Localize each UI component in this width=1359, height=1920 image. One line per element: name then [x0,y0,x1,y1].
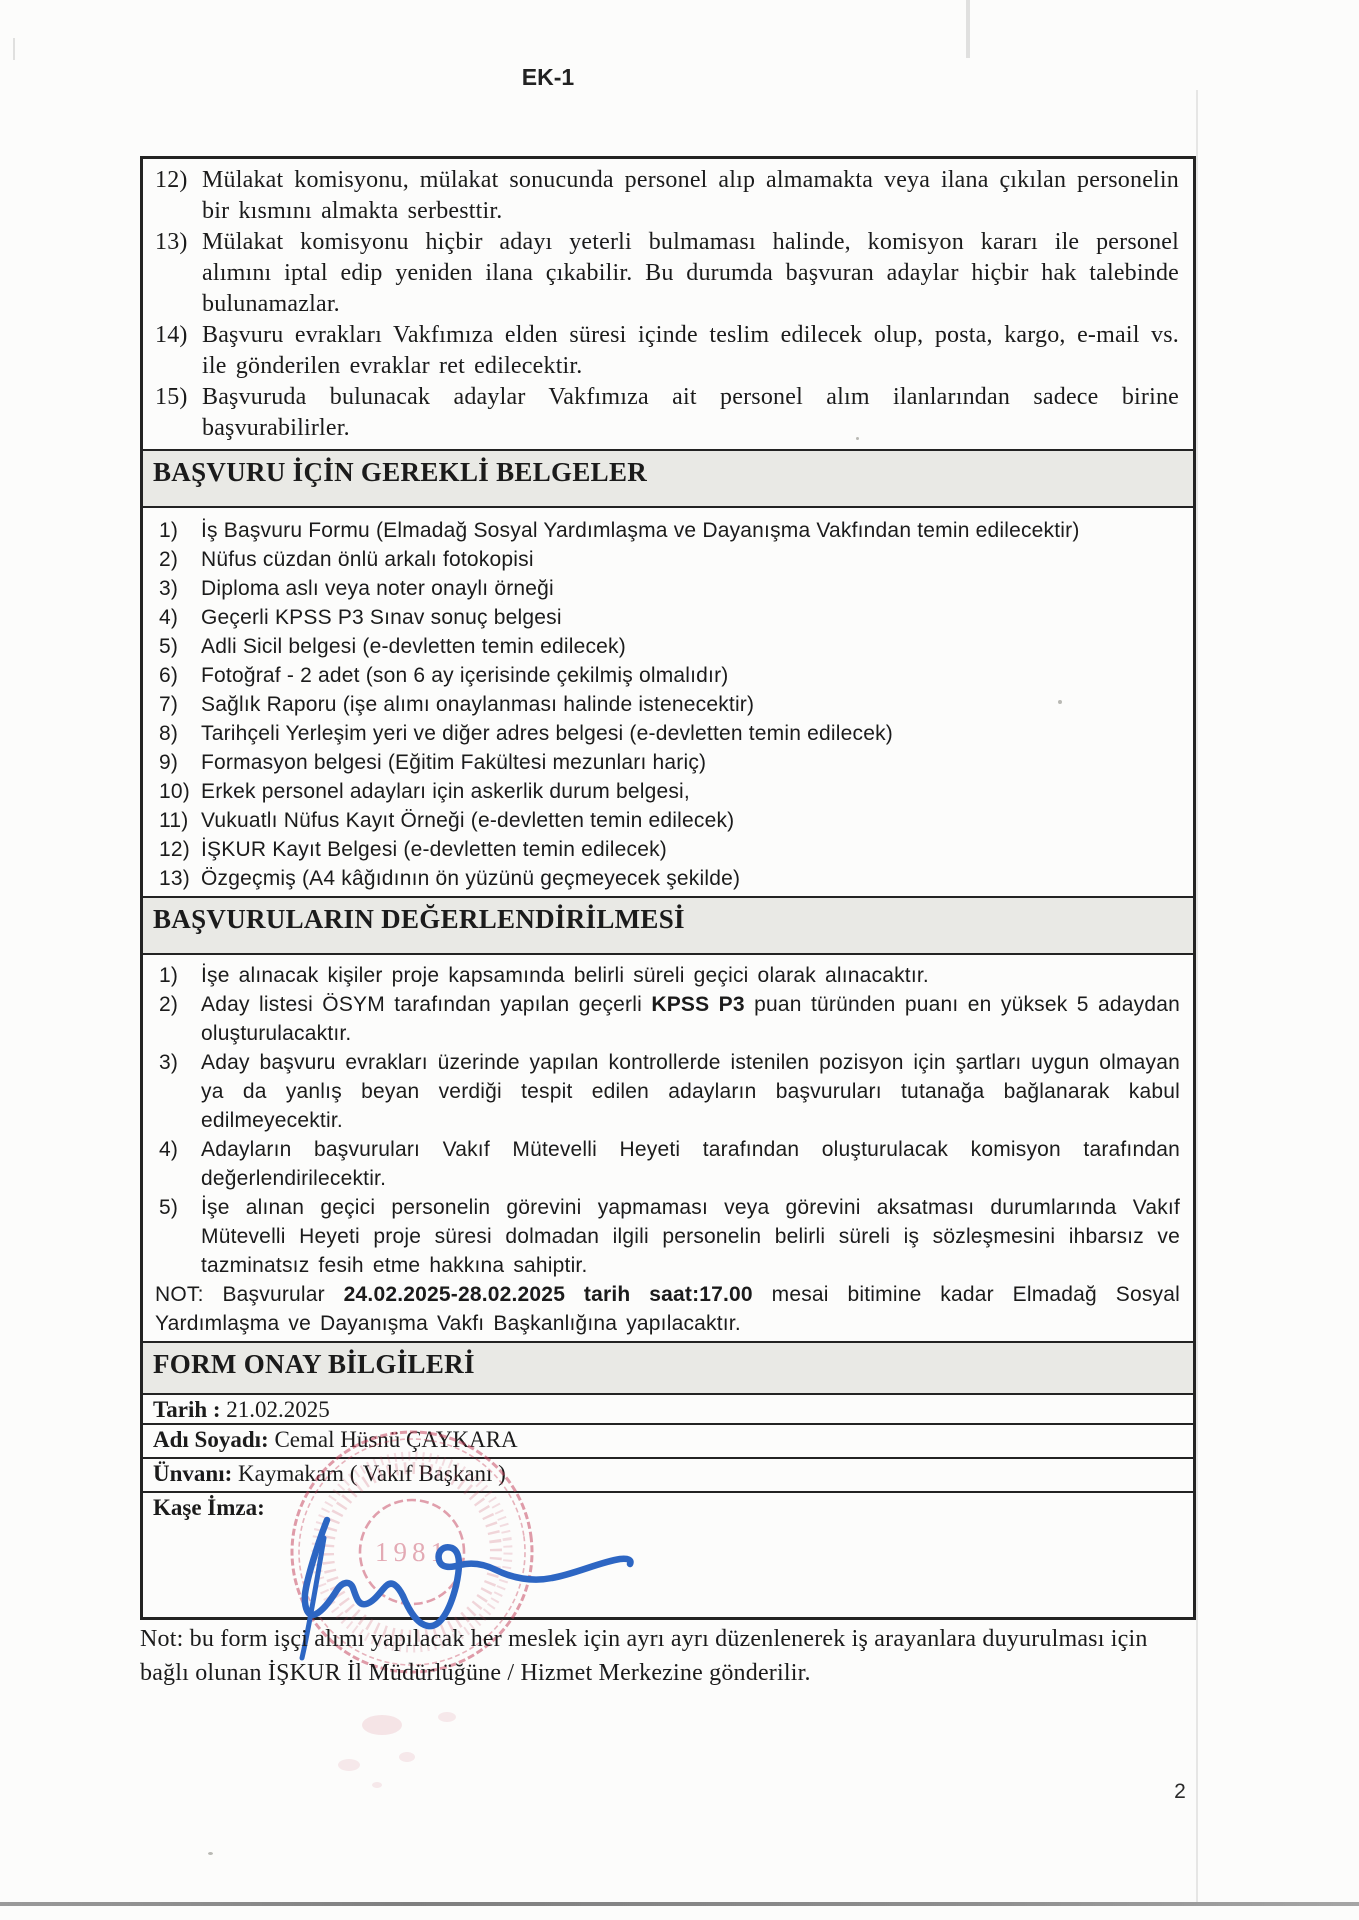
item-number: 15) [155,384,188,410]
item-text: Erkek personel adayları için askerlik durum belgesi, [201,780,690,803]
form-row-date [143,1393,1193,1423]
list-item [155,320,1179,382]
list-item [155,835,1179,864]
page-number: 2 [1174,1780,1186,1803]
evaluation-section [143,953,1193,1341]
scan-artifact-top [966,0,970,58]
item-number: 6) [159,664,179,687]
item-number: 12) [159,838,190,861]
item-number: 7) [159,693,179,716]
scan-artifact-bottom [0,1902,1359,1906]
item-text: Aday listesi ÖSYM tarafından yapılan geçerli [201,993,652,1016]
list-item [155,990,1180,1048]
date-value: 21.02.2025 [226,1397,330,1422]
form-row-title [143,1457,1193,1491]
item-text: Adli Sicil belgesi (e-devletten temin edilecek) [201,635,626,658]
item-text: Sağlık Raporu (işe alımı onaylanması halinde istenecektir) [201,693,755,716]
item-number: 4) [159,606,179,629]
item-text: Başvuruda bulunacak adaylar Vakfımıza ait personel alım ilanlarından sadece birine başvurabilirler. [202,384,1179,441]
section-header-required-docs: BAŞVURU İÇİN GEREKLİ BELGELER [143,449,1193,506]
item-text: İŞKUR Kayıt Belgesi (e-devletten temin edilecek) [201,838,667,861]
title-value: Kaymakam ( Vakıf Başkanı ) [238,1461,506,1486]
item-text: Fotoğraf - 2 adet (son 6 ay içerisinde çekilmiş olmalıdır) [201,664,729,687]
list-item [155,382,1179,444]
stamp-center-text: 1981 [375,1537,449,1567]
item-number: 12) [155,167,188,193]
item-number: 13) [155,229,188,255]
list-item [155,806,1179,835]
item-text: Vukuatlı Nüfus Kayıt Örneği (e-devletten temin edilecek) [201,809,735,832]
list-item [155,661,1179,690]
note-dates: 24.02.2025-28.02.2025 tarih saat:17.00 [343,1283,753,1306]
list-item [155,961,1180,990]
distribution-note: Not: bu form işçi alımı yapılacak her meslek için ayrı ayrı düzenlenerek iş arayanlara duyurulması için bağlı olunan İŞKUR İl Müdürlüğüne / Hizmet Merkezine gönderilir. [140,1626,1148,1686]
section-header-form-info: FORM ONAY BİLGİLERİ [143,1341,1193,1393]
title-label: Ünvanı: [153,1461,233,1486]
item-number: 5) [159,1196,179,1219]
list-item [155,690,1179,719]
item-number: 4) [159,1138,179,1161]
note-text: mesai bitimine kadar Elmadağ Sosyal Yardımlaşma ve Dayanışma Vakfı Başkanlığına yapılacaktır. [155,1283,1180,1335]
list-item [155,632,1179,661]
item-number: 13) [159,867,190,890]
form-row-name [143,1423,1193,1457]
deadline-note [155,1280,1180,1338]
item-text: Mülakat komisyonu, mülakat sonucunda personel alıp almamakta veya ilana çıkılan personelin bir kısmını almakta serbesttir. [202,167,1179,224]
list-item [155,1193,1180,1280]
item-text-bold: KPSS P3 [651,993,745,1016]
list-item [155,777,1179,806]
item-number: 1) [159,964,179,987]
scan-artifact-left [13,38,15,60]
list-item [155,748,1179,777]
item-text: Aday başvuru evrakları üzerinde yapılan kontrollerde istenilen pozisyon için şartları uygun olmayan ya da yanlış beyan verdiği tespit edilen adayların başvuruları tutanağa bağlanarak kabul edilmeyecektir. [201,1051,1180,1132]
item-text: İşe alınacak kişiler proje kapsamında belirli süreli geçici olarak alınacaktır. [201,964,929,987]
stamp-label: Kaşe İmza: [153,1495,265,1520]
item-number: 1) [159,519,179,542]
item-text: puan türünden puanı en yüksek 5 adaydan oluşturulacaktır. [201,993,1181,1045]
name-label: Adı Soyadı: [153,1427,269,1452]
name-value: Cemal Hüsnü ÇAYKARA [274,1427,518,1452]
scan-speck [208,1852,213,1855]
item-number: 3) [159,1051,179,1074]
list-item [155,1048,1180,1135]
item-text: Tarihçeli Yerleşim yeri ve diğer adres belgesi (e-devletten temin edilecek) [201,722,893,745]
list-item [155,227,1179,320]
item-text: Nüfus cüzdan önlü arkalı fotokopisi [201,548,534,571]
list-item [155,864,1179,893]
item-text: İş Başvuru Formu (Elmadağ Sosyal Yardımlaşma ve Dayanışma Vakfından temin edilecektir) [201,519,1080,542]
item-number: 8) [159,722,179,745]
item-number: 9) [159,751,179,774]
scan-artifact-right [1196,90,1198,1902]
item-number: 2) [159,548,179,571]
item-text: Mülakat komisyonu hiçbir adayı yeterli bulmaması halinde, komisyon kararı ile personel alımını iptal edip yeniden ilana çıkabilir. Bu durumda başvuran adaylar hiçbir hak talebinde bulunamazlar. [202,229,1179,317]
item-text: Özgeçmiş (A4 kâğıdının ön yüzünü geçmeyecek şekilde) [201,867,741,890]
rules-section [143,159,1193,449]
section-header-evaluation: BAŞVURULARIN DEĞERLENDİRİLMESİ [143,896,1193,953]
list-item [155,516,1179,545]
form-row-stamp-signature [143,1491,1193,1617]
page-title: EK-1 [521,64,575,90]
item-number: 3) [159,577,179,600]
item-text: Başvuru evrakları Vakfımıza elden süresi içinde teslim edilecek olup, posta, kargo, e-mail vs. ile gönderilen evraklar ret edilecektir. [202,322,1179,379]
list-item [155,165,1179,227]
item-text: İşe alınan geçici personelin görevini yapmaması veya görevini aksatması durumlarında Vakıf Mütevelli Heyeti proje süresi dolmadan ilgili personelin belirli süreli iş sözleşmesini ihbarsız ve tazminatsız fesih etme hakkına sahiptir. [201,1196,1180,1277]
list-item [155,574,1179,603]
item-number: 14) [155,322,188,348]
list-item [155,1135,1180,1193]
item-number: 2) [159,993,179,1016]
item-number: 11) [159,809,189,832]
list-item [155,719,1179,748]
date-label: Tarih : [153,1397,221,1422]
item-text: Diploma aslı veya noter onaylı örneği [201,577,554,600]
item-text: Formasyon belgesi (Eğitim Fakültesi mezunları hariç) [201,751,707,774]
required-docs-section [143,506,1193,896]
note-text: NOT: Başvurular [155,1283,344,1306]
application-rules-table [140,156,1196,1620]
item-number: 5) [159,635,179,658]
item-text: Geçerli KPSS P3 Sınav sonuç belgesi [201,606,562,629]
list-item [155,603,1179,632]
item-text: Adayların başvuruları Vakıf Mütevelli Heyeti tarafından oluşturulacak komisyon tarafından değerlendirilecektir. [201,1138,1180,1190]
list-item [155,545,1179,574]
item-number: 10) [159,780,190,803]
